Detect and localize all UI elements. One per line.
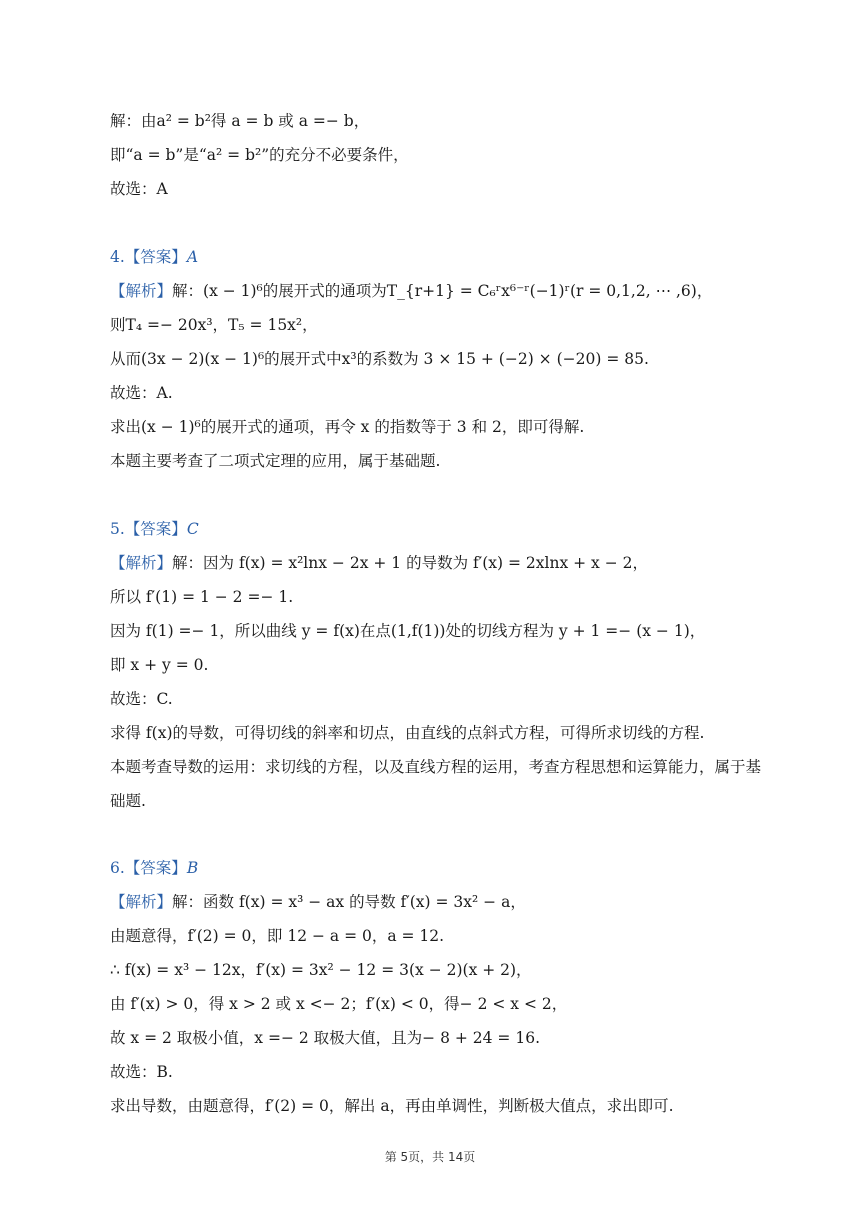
analysis-line [110,552,648,574]
analysis-text: 解：函数 f(x) = x³ − ax 的导数 f′(x) = 3x² − a， [172,893,526,911]
question-number: 5. [110,520,125,538]
question-number: 6. [110,859,125,877]
solution-line: 本题考查导数的运用：求切线的方程，以及直线方程的运用，考查方程思想和运算能力，属于基 [110,758,762,776]
solution-line: 因为 f(1) =− 1，所以曲线 y = f(x)在点(1,f(1))处的切线方程为 y + 1 =− (x − 1)， [110,622,706,640]
solution-line: 由题意得，f′(2) = 0，即 12 − a = 0，a = 12. [110,927,445,945]
solution-line: 由 f′(x) > 0，得 x > 2 或 x <− 2；f′(x) < 0，得− 2 < x < 2， [110,995,568,1013]
question-header [110,518,199,540]
solution-line: 即“a = b”是“a² = b²”的充分不必要条件， [110,146,409,164]
analysis-tag: 【解析】 [110,893,173,911]
solution-line: 故选：B. [110,1063,173,1081]
solution-line: ∴ f(x) = x³ − 12x，f′(x) = 3x² − 12 = 3(x − 2)(x + 2)， [110,961,532,979]
solution-line: 故选：A. [110,384,173,402]
analysis-line [110,280,712,302]
analysis-line [110,891,526,913]
solution-line: 本题主要考查了二项式定理的应用，属于基础题. [110,452,441,470]
answer-tag: 【答案】 [124,859,187,877]
answer-value: B [186,859,199,877]
answer-value: C [186,520,199,538]
solution-line: 础题. [110,792,146,810]
solution-line: 所以 f′(1) = 1 − 2 =− 1. [110,588,294,606]
analysis-text: 解：因为 f(x) = x²lnx − 2x + 1 的导数为 f′(x) = 2xlnx + x − 2， [172,554,648,572]
question-header [110,857,198,879]
question-header [110,246,198,268]
answer-tag: 【答案】 [124,248,187,266]
answer-value: A [186,248,199,266]
solution-line: 即 x + y = 0. [110,656,209,674]
solution-line: 则T₄ =− 20x³，T₅ = 15x²， [110,316,318,334]
solution-line: 求得 f(x)的导数，可得切线的斜率和切点，由直线的点斜式方程，可得所求切线的方程. [110,724,705,742]
solution-line: 从而(3x − 2)(x − 1)⁶的展开式中x³的系数为 3 × 15 + (−2) × (−20) = 85. [110,350,649,368]
solution-line: 解：由a² = b²得 a = b 或 a =− b， [110,112,370,130]
solution-line: 故 x = 2 取极小值，x =− 2 取极大值，且为− 8 + 24 = 16. [110,1029,540,1047]
question-number: 4. [110,248,125,266]
analysis-tag: 【解析】 [110,282,173,300]
solution-line: 求出导数，由题意得，f′(2) = 0，解出 a，再由单调性，判断极大值点，求出即可. [110,1097,674,1115]
page-footer: 第 5页，共 14页 [384,1150,476,1164]
analysis-tag: 【解析】 [110,554,173,572]
solution-line: 故选：C. [110,690,173,708]
analysis-text: 解：(x − 1)⁶的展开式的通项为T_{r+1} = C₆ʳx⁶⁻ʳ(−1)ʳ(r = 0,1,2, ⋯ ,6)， [172,282,713,300]
solution-line: 故选：A [110,180,168,198]
answer-tag: 【答案】 [124,520,187,538]
solution-line: 求出(x − 1)⁶的展开式的通项，再令 x 的指数等于 3 和 2，即可得解. [110,418,585,436]
